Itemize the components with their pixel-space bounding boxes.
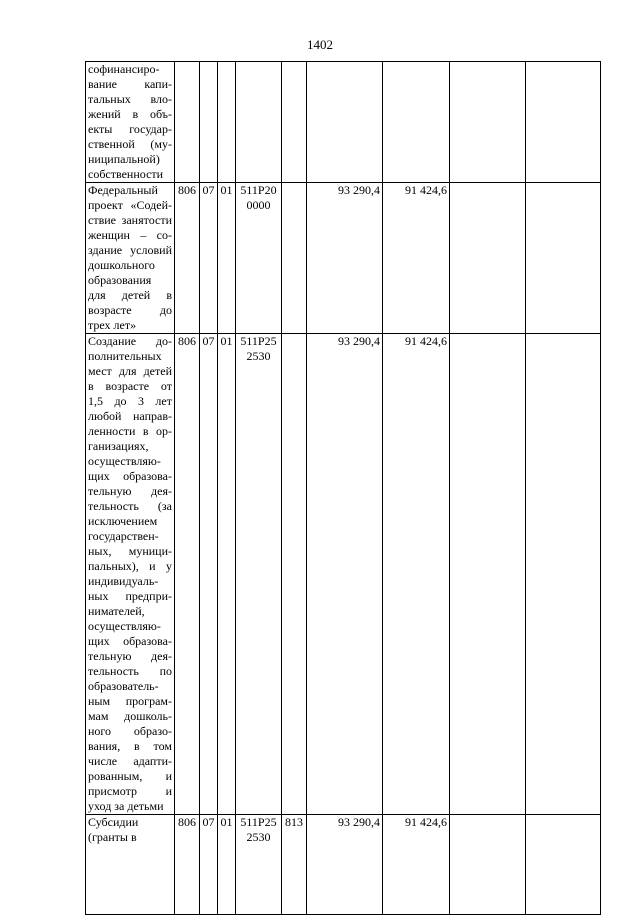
description-line: индивидуаль- — [88, 574, 159, 588]
subsection-code — [218, 62, 236, 183]
expense-type-code — [282, 334, 307, 815]
description-line: жений в объ- — [88, 107, 172, 121]
description-line: Федеральный — [88, 183, 158, 197]
description-line: вания, в том — [88, 739, 172, 753]
target-article-part: 511Р25 — [240, 815, 277, 829]
description-line: мест для детей — [88, 364, 172, 378]
subsection-code: 01 — [218, 334, 236, 815]
description-line: образования — [88, 273, 152, 287]
description-line: тальных вло- — [88, 92, 172, 106]
target-article-code — [236, 815, 282, 915]
target-article-code — [236, 183, 282, 334]
description-line: ленности в ор- — [88, 424, 172, 438]
amount-2: 91 424,6 — [383, 183, 450, 334]
row-description — [86, 334, 175, 815]
description-line: проект «Содей- — [88, 198, 172, 212]
description-line: софинансиро- — [88, 62, 160, 76]
description-line: уход за детьми — [88, 799, 164, 813]
ministry-code — [175, 62, 200, 183]
description-line: тельность (за — [88, 499, 172, 513]
description-line: ственной (му- — [88, 137, 172, 151]
section-code: 07 — [200, 183, 218, 334]
section-code: 07 — [200, 334, 218, 815]
description-line: собственности — [88, 167, 164, 181]
row-description — [86, 815, 175, 915]
description-line: тельную дея- — [88, 484, 172, 498]
description-line: государствен- — [88, 529, 159, 543]
description-line: тельность по — [88, 664, 172, 678]
amount-4 — [526, 183, 601, 334]
amount-1: 93 290,4 — [307, 183, 383, 334]
description-line: женщин – со- — [88, 228, 172, 242]
description-line: тельную дея- — [88, 649, 172, 663]
target-article-code — [236, 62, 282, 183]
description-line: ного образо- — [88, 724, 172, 738]
ministry-code: 806 — [175, 183, 200, 334]
description-line: ных предпри- — [88, 589, 172, 603]
row-description — [86, 62, 175, 183]
amount-2: 91 424,6 — [383, 334, 450, 815]
budget-table — [85, 61, 601, 915]
amount-1: 93 290,4 — [307, 815, 383, 915]
description-line: ствие занятости — [88, 213, 172, 227]
description-line: ным програм- — [88, 694, 172, 708]
description-line: 1,5 до 3 лет — [88, 394, 172, 408]
expense-type-code — [282, 62, 307, 183]
section-code: 07 — [200, 815, 218, 915]
amount-3 — [450, 183, 526, 334]
description-line: образователь- — [88, 679, 159, 693]
description-line: ганизациях, — [88, 439, 149, 453]
expense-type-code — [282, 183, 307, 334]
amount-4 — [526, 815, 601, 915]
description-line: любой направ- — [88, 409, 172, 423]
amount-2 — [383, 62, 450, 183]
target-article-part: 0000 — [246, 198, 271, 212]
subsection-code: 01 — [218, 815, 236, 915]
amount-1 — [307, 62, 383, 183]
description-line: екты государ- — [88, 122, 172, 136]
description-line: возрасте до — [88, 303, 172, 317]
description-line: полнительных — [88, 349, 162, 363]
description-line: щих образова- — [88, 634, 172, 648]
ministry-code: 806 — [175, 815, 200, 915]
description-line: трех лет» — [88, 318, 137, 332]
description-line: Субсидии — [88, 815, 139, 829]
amount-2: 91 424,6 — [383, 815, 450, 915]
description-line: исключением — [88, 514, 158, 528]
target-article-part: 2530 — [246, 349, 271, 363]
description-line: осуществляю- — [88, 454, 161, 468]
amount-4 — [526, 334, 601, 815]
row-description — [86, 183, 175, 334]
description-line: в возрасте от — [88, 379, 172, 393]
amount-1: 93 290,4 — [307, 334, 383, 815]
description-line: нимателей, — [88, 604, 145, 618]
description-line: вание капи- — [88, 77, 172, 91]
section-code — [200, 62, 218, 183]
description-line: Создание до- — [88, 334, 172, 348]
amount-4 — [526, 62, 601, 183]
description-line: ных, муници- — [88, 544, 172, 558]
description-line: присмотр и — [88, 784, 172, 798]
description-line: рованным, и — [88, 769, 172, 783]
description-line: (гранты в — [88, 830, 137, 844]
description-line: здание условий — [88, 243, 172, 257]
description-line: осуществляю- — [88, 619, 161, 633]
subsection-code: 01 — [218, 183, 236, 334]
description-line: для детей в — [88, 288, 172, 302]
description-line: мам дошколь- — [88, 709, 172, 723]
table-row — [86, 815, 601, 915]
description-line: ниципальной) — [88, 152, 160, 166]
table-row — [86, 183, 601, 334]
target-article-code — [236, 334, 282, 815]
description-line: числе адапти- — [88, 754, 172, 768]
target-article-part: 511Р25 — [240, 334, 277, 348]
description-line: пальных), и у — [88, 559, 172, 573]
expense-type-code: 813 — [282, 815, 307, 915]
amount-3 — [450, 334, 526, 815]
target-article-part: 2530 — [246, 830, 271, 844]
ministry-code: 806 — [175, 334, 200, 815]
description-line: щих образова- — [88, 469, 172, 483]
table-row — [86, 62, 601, 183]
target-article-part: 511Р20 — [240, 183, 277, 197]
description-line: дошкольного — [88, 258, 155, 272]
table-row — [86, 334, 601, 815]
amount-3 — [450, 62, 526, 183]
page-number: 1402 — [307, 37, 333, 52]
amount-3 — [450, 815, 526, 915]
